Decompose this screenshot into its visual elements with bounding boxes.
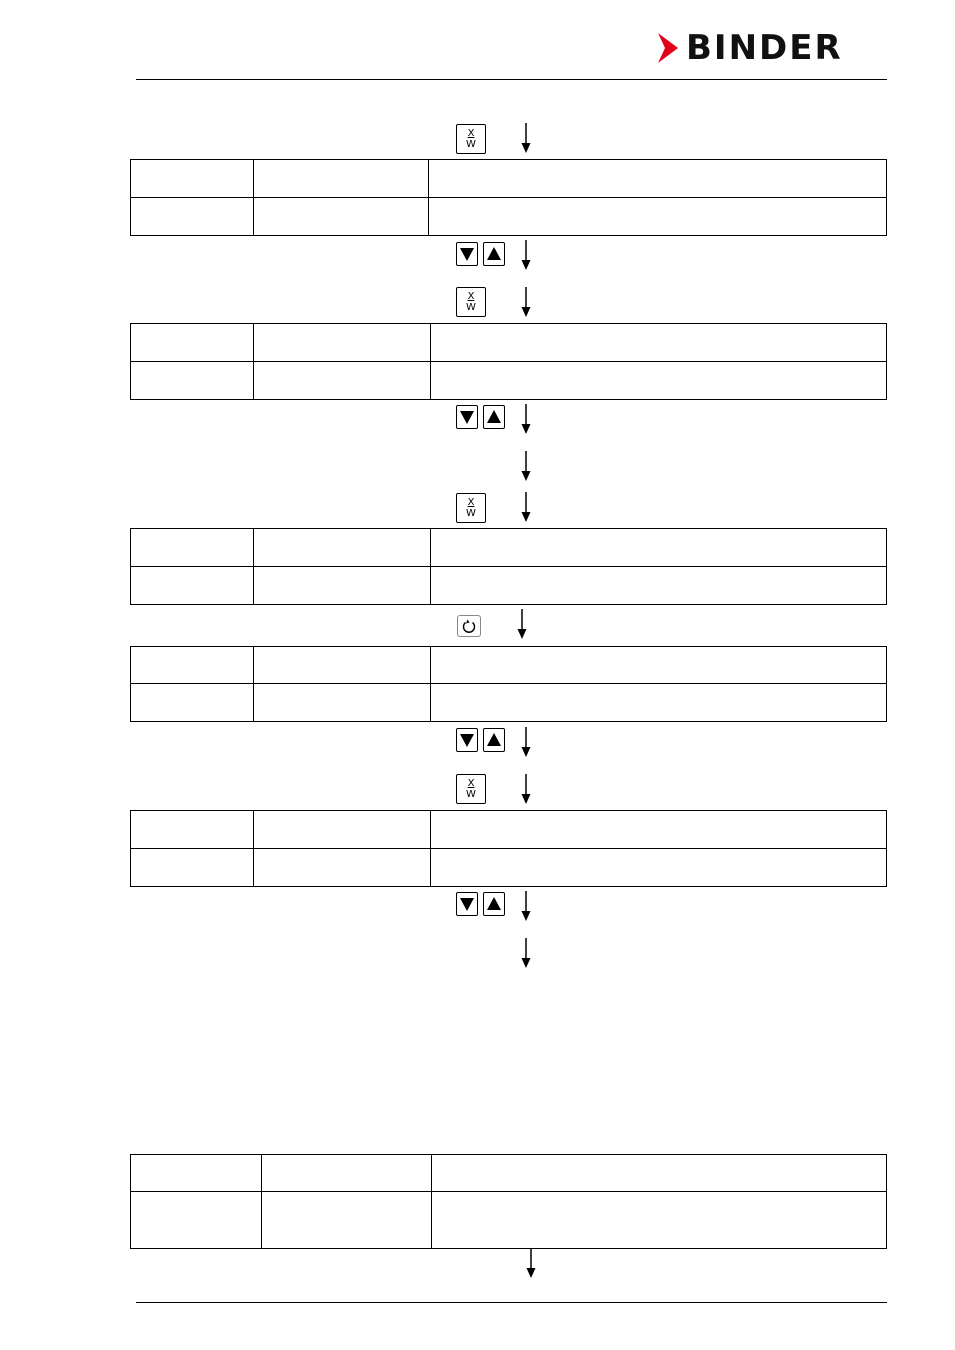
xw-key-icon: X W bbox=[456, 774, 486, 804]
triangle-down-icon bbox=[456, 728, 478, 752]
return-icon bbox=[457, 615, 481, 637]
display-table-6 bbox=[130, 1154, 887, 1249]
arrow-down-icon bbox=[520, 727, 532, 757]
arrow-down-icon bbox=[525, 1248, 537, 1278]
binder-logo bbox=[656, 30, 843, 66]
triangle-down-icon bbox=[456, 892, 478, 916]
arrow-down-icon bbox=[520, 123, 532, 153]
xw-key-icon: X W bbox=[456, 493, 486, 523]
triangle-up-icon bbox=[483, 405, 505, 429]
xw-key-icon: X W bbox=[456, 287, 486, 317]
triangle-down-icon bbox=[456, 405, 478, 429]
triangle-up-icon bbox=[483, 728, 505, 752]
brand-name: BINDER bbox=[686, 28, 843, 68]
display-table-5 bbox=[130, 810, 887, 887]
display-table-3 bbox=[130, 528, 887, 605]
display-table-2 bbox=[130, 323, 887, 400]
arrow-down-icon bbox=[520, 938, 532, 968]
binder-logo-mark-icon bbox=[656, 31, 680, 65]
display-table-1 bbox=[130, 159, 887, 236]
footer-rule bbox=[136, 1302, 887, 1303]
header-rule bbox=[136, 79, 887, 80]
arrow-down-icon bbox=[520, 404, 532, 434]
arrow-down-icon bbox=[520, 492, 532, 522]
arrow-down-icon bbox=[520, 891, 532, 921]
arrow-down-icon bbox=[520, 774, 532, 804]
display-table-4 bbox=[130, 646, 887, 722]
xw-key-icon: X W bbox=[456, 124, 486, 154]
arrow-down-icon bbox=[516, 609, 528, 639]
triangle-up-icon bbox=[483, 892, 505, 916]
triangle-up-icon bbox=[483, 242, 505, 266]
arrow-down-icon bbox=[520, 451, 532, 481]
triangle-down-icon bbox=[456, 242, 478, 266]
arrow-down-icon bbox=[520, 240, 532, 270]
arrow-down-icon bbox=[520, 287, 532, 317]
